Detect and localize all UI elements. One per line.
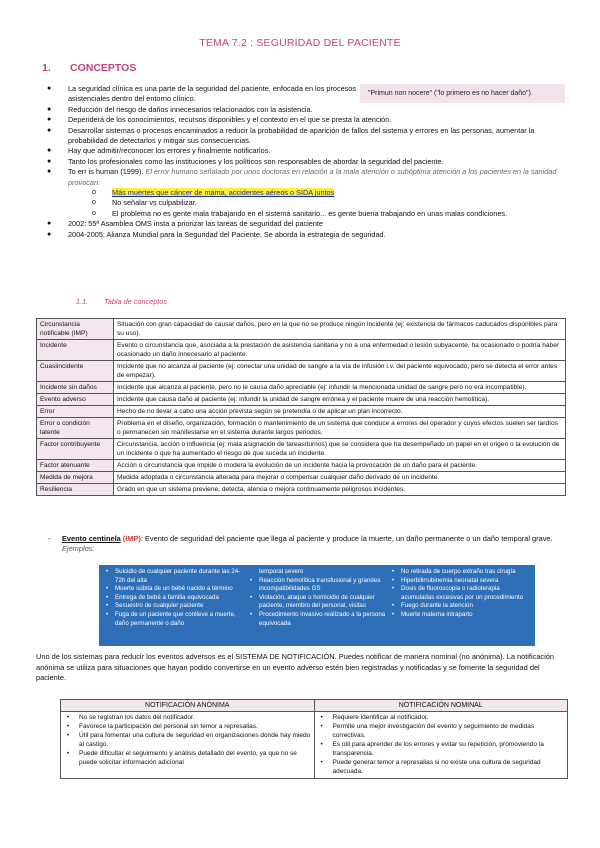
list-item: • Es útil para aprender de los errores y evitar su repetición, promoviendo la transparencia. bbox=[317, 740, 566, 758]
circle-bullet-icon: o bbox=[92, 209, 96, 217]
sub-list-item: o No señalar vs culpabilizar. bbox=[92, 198, 197, 208]
term-cell: Medida de mejora bbox=[37, 472, 114, 484]
list-item: • Muerte súbita de un bebé nacido a término bbox=[105, 585, 245, 594]
definition-cell: Situación con gran capacidad de causar daños, pero en la que no se produce ningún incidente (ej: existencia de fármacos caducados disponibles para su uso). bbox=[114, 319, 566, 340]
bullet-icon: ● bbox=[47, 116, 52, 124]
list-item: • Útil para fomentar una cultura de seguridad en organizaciones donde hay miedo al castigo. bbox=[63, 731, 312, 749]
list-item: • Fuga de un paciente que conlleve a muerte, daño permanente o daño bbox=[105, 611, 245, 628]
examples-box bbox=[99, 565, 535, 646]
imp-tag: (IMP) bbox=[122, 534, 141, 543]
sub-list-item bbox=[68, 188, 565, 198]
table-row bbox=[37, 439, 566, 460]
list-item: • Favorece la participación del personal sin temor a represalias. bbox=[63, 722, 312, 731]
list-item: • No se registran los datos del notificador. bbox=[63, 713, 312, 722]
subsection-heading bbox=[76, 297, 167, 306]
bullet-icon: ● bbox=[47, 147, 52, 155]
list-item: ● Reducción del riesgo de daños innecesarios relacionados con la asistencia. bbox=[47, 104, 313, 114]
table-row bbox=[61, 712, 568, 779]
examples-column-2 bbox=[249, 568, 387, 628]
examples-label: Ejemplos: bbox=[62, 544, 95, 554]
list-item: • No retirada de cuerpo extraño tras cirugía bbox=[391, 568, 531, 577]
table-header-row bbox=[61, 700, 568, 712]
list-item: • Muerte materna intraparto bbox=[391, 611, 531, 620]
term-cell: Cuasiincidente bbox=[37, 361, 114, 382]
term-cell: Error bbox=[37, 406, 114, 418]
term-cell: Incidente bbox=[37, 340, 114, 361]
evento-centinela-label: Evento centinela bbox=[62, 534, 121, 543]
subsection-number: 1.1. bbox=[76, 297, 89, 306]
list-item: ● Dependerá de los conocimientos, recursos disponibles y el contexto en el que se presta la atención. bbox=[47, 115, 392, 125]
list-item: ● Hay que admitir/reconocer los errores y finalmente notificarlos. bbox=[47, 146, 271, 156]
dash-bullet-icon: - bbox=[48, 534, 51, 543]
bullet-icon: ● bbox=[47, 85, 52, 92]
bullet-icon: ● bbox=[47, 105, 52, 113]
list-item: • Secuestro de cualquier paciente bbox=[105, 602, 245, 611]
notification-paragraph: Uno de los sistemas para reducir los eventos adversos es el SISTEMA DE NOTIFICACIÓN. Puedes notificar de manera nominal (no anónima). La notificación anónima se utiliza para situaciones que hayan podido convertirse en un evento adverso estén bien registradas y notificadas y se fomente la seguridad del paciente. bbox=[36, 652, 554, 683]
term-cell: Factor contribuyente bbox=[37, 439, 114, 460]
anon-header: NOTIFICACIÓN ANÓNIMA bbox=[61, 700, 315, 712]
list-item: • Permite una mejor investigación del evento y seguimiento de medidas correctivas. bbox=[317, 722, 566, 740]
list-item: • Reacción hemolítica transfusional y grandes incompatibilidades GS bbox=[249, 577, 387, 594]
list-item: • Procedimiento invasivo realizado a la persona equivocada bbox=[249, 611, 387, 628]
definition-cell: Incidente que no alcanza al paciente (ej: conectar una unidad de sangre a la vía de infusión i.v. del paciente equivocado, pero se detecta el error antes de empezar). bbox=[114, 361, 566, 382]
table-row bbox=[37, 472, 566, 484]
concepts-table bbox=[36, 318, 566, 496]
list-item: • Fuego durante la atención bbox=[391, 602, 531, 611]
definition-cell: Problema en el diseño, organización, formación o mantenimiento de un sistema que conduce a errores del operador y cuyos efectos suelen ser tardíos o permanecen sin manifestarse en el sistema durante largos periodos. bbox=[114, 418, 566, 439]
subsection-label: Tabla de conceptos bbox=[104, 297, 168, 306]
notification-table bbox=[60, 699, 568, 779]
list-item: • Puede generar temor a represalias si no existe una cultura de seguridad adecuada. bbox=[317, 758, 566, 776]
sub-list-item: o El problema no es gente mala trabajando en el sistema sanitario... es gente buena trabajando en unas malas condiciones. bbox=[92, 208, 508, 218]
quote-box: "Primun non nocere" ("lo primero es no hacer daño"). bbox=[360, 84, 565, 103]
bullet-icon: ● bbox=[47, 220, 52, 228]
list-item bbox=[42, 167, 565, 219]
evento-centinela-text: : Evento de seguridad del paciente que llega al paciente y produce la muerte, un daño permanente o un daño temporal grave. bbox=[140, 534, 553, 543]
term-cell: Resiliencia bbox=[37, 484, 114, 496]
bullet-icon: ● bbox=[47, 230, 52, 238]
definition-cell: Incidente que alcanza al paciente, pero no le causa daño apreciable (ej: infundir la mencionada unidad de sangre pero no era incompatible). bbox=[114, 382, 566, 394]
list-item: • Entrega de bebé a familia equivocada bbox=[105, 594, 245, 603]
list-item: • Dosis de fluoroscopia o radioterapia acumuladas excesivas por un procedimiento bbox=[391, 585, 531, 602]
bullet-icon: ● bbox=[47, 168, 52, 176]
list-item: • Requiere identificar al notificador. bbox=[317, 713, 566, 722]
definition-cell: Grado en que un sistema previene, detecta, atenúa o mejora continuamente peligrosos incidentes. bbox=[114, 484, 566, 496]
concepts-bullet-list bbox=[42, 84, 565, 240]
to-err-sublist bbox=[68, 188, 565, 219]
examples-column-3 bbox=[391, 568, 531, 620]
list-item: ● 2002: 55ª Asamblea OMS insta a priorizar las tareas de seguridad del paciente bbox=[47, 219, 323, 229]
term-cell: Incidente sin daños bbox=[37, 382, 114, 394]
list-item: • Puede dificultar el seguimiento y análisis detallado del evento, ya que no se puede solicitar información adicional bbox=[63, 749, 312, 767]
anon-cell bbox=[61, 712, 315, 779]
highlighted-text: Más muertes que cáncer de mama, accidentes aéreos o SIDA juntos bbox=[112, 188, 335, 198]
term-cell: Circunstancia notificable (IMP) bbox=[37, 319, 114, 340]
section-label: CONCEPTOS bbox=[70, 62, 137, 74]
bullet-icon: ● bbox=[47, 126, 52, 134]
definition-cell: Acción o circunstancia que impide o modera la evolución de un incidente hacia la provocación de un daño para el paciente. bbox=[114, 460, 566, 472]
list-item: ● Desarrollar sistemas o procesos encaminados a reducir la probabilidad de aparición de fallos del sistema y errores en las personas, aumentar la probabilidad de detectarlos y mitigar sus consecuencias. bbox=[47, 125, 535, 146]
list-item: ● Tanto los profesionales como las instituciones y los políticos son responsables de abordar la seguridad del paciente. bbox=[47, 156, 444, 166]
nom-header: NOTIFICACIÓN NOMINAL bbox=[314, 700, 568, 712]
definition-cell: Evento o circunstancia que, asociada a la prestación de asistencia sanitaria y no a una enfermedad o lesión subyacente, ha ocasionado o podría haber ocasionado un daño innecesario al paciente. bbox=[114, 340, 566, 361]
section-number: 1. bbox=[42, 62, 51, 74]
table-row bbox=[37, 394, 566, 406]
evento-centinela-definition bbox=[48, 534, 567, 555]
circle-bullet-icon: o bbox=[92, 199, 96, 207]
circle-bullet-icon: o bbox=[92, 189, 96, 197]
continued-text: temporal severo bbox=[259, 568, 304, 575]
term-cell: Error o condición latente bbox=[37, 418, 114, 439]
table-row bbox=[37, 340, 566, 361]
definition-cell: Incidente que causa daño al paciente (ej: infundir la unidad de sangre errónea y el paciente muere de una reacción hemolítica). bbox=[114, 394, 566, 406]
term-cell: Factor atenuante bbox=[37, 460, 114, 472]
definition-cell: Circunstancia, acción o influencia (ej: mala asignación de tareas/turnos) que se considera que ha desempeñado un papel en el origen o la evolución de un incidente o que ha aumentado el riesgo de que suceda un incidente. bbox=[114, 439, 566, 460]
nom-cell bbox=[314, 712, 568, 779]
page-title: TEMA 7.2 : SEGURIDAD DEL PACIENTE bbox=[199, 37, 401, 49]
examples-column-1 bbox=[105, 568, 245, 628]
table-row bbox=[37, 418, 566, 439]
definition-cell: Medida adoptada o circunstancia alterada para mejorar o compensar cualquier daño derivado de un incidente. bbox=[114, 472, 566, 484]
bullet-icon: ● bbox=[47, 157, 52, 165]
table-row bbox=[37, 361, 566, 382]
table-row bbox=[37, 382, 566, 394]
section-heading bbox=[42, 62, 136, 74]
table-row bbox=[37, 406, 566, 418]
list-item: • Suicidio de cualquier paciente durante las 24-72h del alta bbox=[105, 568, 245, 585]
list-item: ● 2004-2005: Alianza Mundial para la Seguridad del Paciente. Se aborda la estrategia de seguridad. bbox=[47, 229, 386, 239]
list-item: • Hiperbilirrubinemia neonatal severa bbox=[391, 577, 531, 586]
to-err-italic: El error humano señalado por unos doctoras en relación a la mala atención o subóptima atención a los pacientes en la sanidad provocan: bbox=[68, 167, 557, 187]
definition-cell: Hecho de no llevar a cabo una acción prevista según se pretendía o de aplicar un plan incorrecto. bbox=[114, 406, 566, 418]
to-err-lead: To err is human (1999). bbox=[68, 167, 144, 177]
list-item: ● La seguridad clínica es una parte de la seguridad del paciente, enfocada en los procesos asistenciales dentro del entorno clínico. bbox=[47, 84, 357, 104]
list-item: • Violación, ataque u homicidio de cualquier paciente, miembro del personal, visitas bbox=[249, 594, 387, 611]
table-row bbox=[37, 460, 566, 472]
table-row bbox=[37, 484, 566, 496]
table-row bbox=[37, 319, 566, 340]
term-cell: Evento adverso bbox=[37, 394, 114, 406]
